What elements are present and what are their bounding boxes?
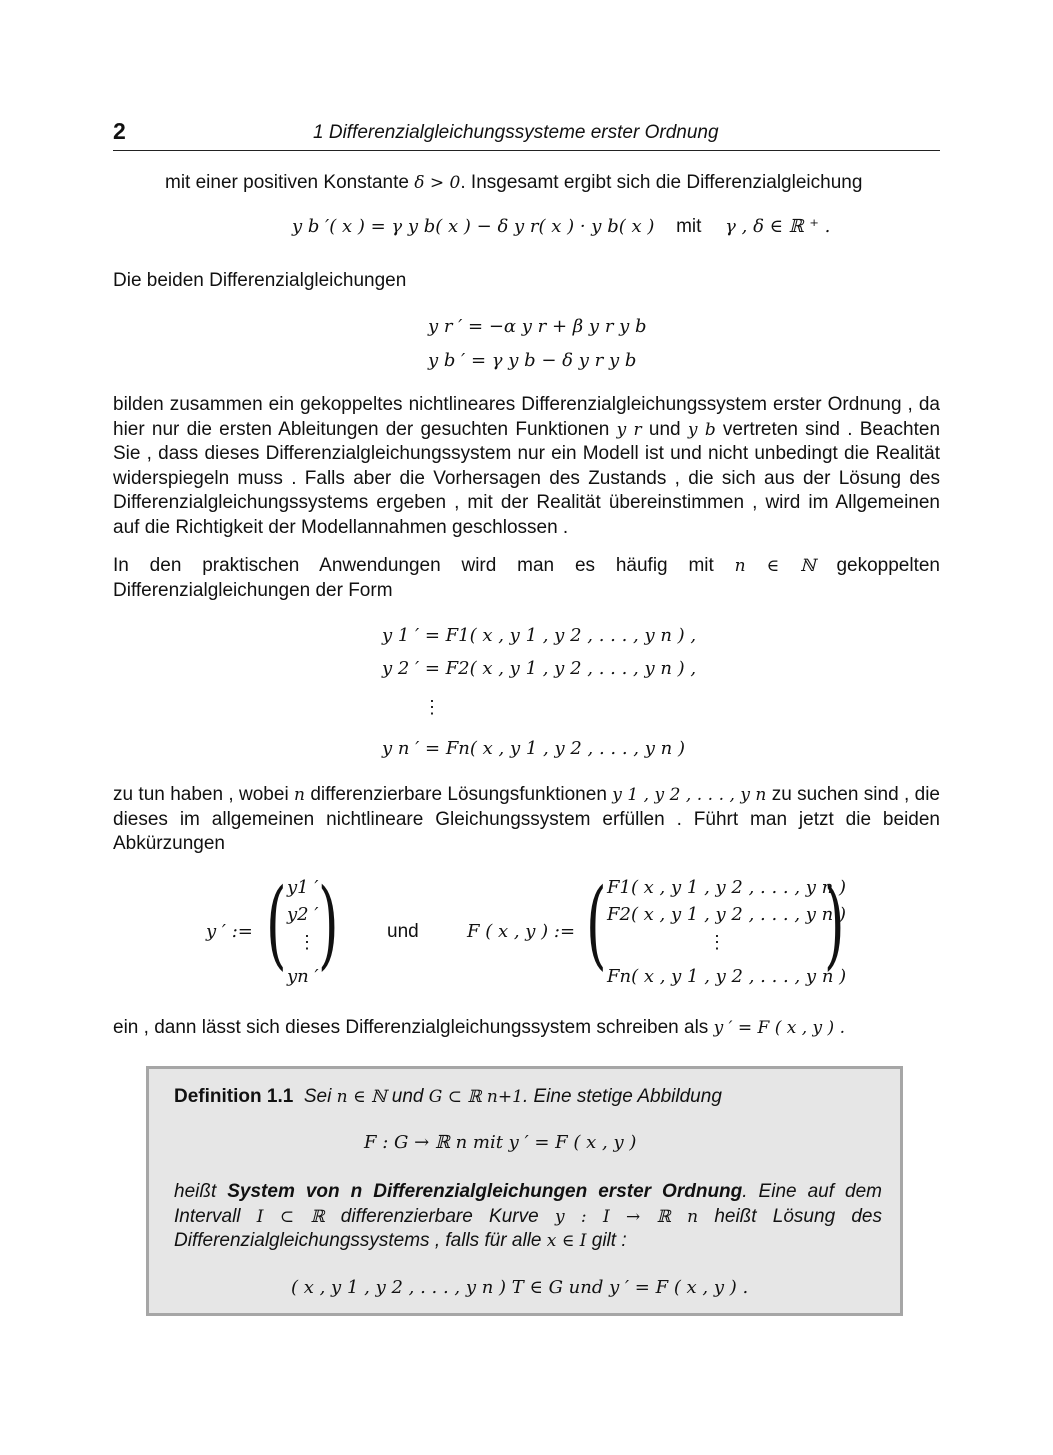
def-text-8: gilt : bbox=[586, 1230, 627, 1252]
p3-math-yr: y r bbox=[616, 419, 642, 440]
right-paren: ) bbox=[318, 868, 339, 980]
definition-display-2: ( x , y 1 , y 2 , . . . , y n ) T ∈ G und y ′ = F ( x , y ) . bbox=[291, 1277, 749, 1298]
def-math-1: n ∈ ℕ bbox=[336, 1087, 387, 1107]
p5-math-n: n bbox=[294, 785, 305, 805]
paragraph-5 bbox=[113, 783, 940, 857]
eq1-mit: mit bbox=[676, 216, 702, 237]
equation-3-vdots: ⋮ bbox=[423, 697, 441, 718]
vec-left-vdots: ⋮ bbox=[298, 932, 316, 953]
p3-text-2: und bbox=[641, 418, 688, 440]
definition-body bbox=[174, 1180, 882, 1254]
p3-text-3: vertreten sind . Beachten Sie , dass dieses Differenzialgleichungssystem nur ein Modell ist und nicht unbedingt die Realität widerspiegeln muss . Falls aber die Vorhersagen des Zustands , die sich aus der Lösung des Differenzialgleichungssystems ergeben , mit der Realität übereinstimmen , wird im Allgemeinen auf die Richtigkeit der Modellannahmen geschlossen . bbox=[113, 418, 941, 538]
vec-right-item-4: Fn( x , y 1 , y 2 , . . . , y n ) bbox=[607, 966, 847, 987]
vec-left-item-1: y1 ′ bbox=[287, 877, 319, 898]
eq4-left-lhs: y ′ := bbox=[206, 921, 253, 942]
p4-text-1: In den praktischen Anwendungen wird man es häufig mit bbox=[113, 555, 735, 576]
p1-math: δ > 0 bbox=[414, 173, 461, 193]
def-text-4: heißt bbox=[174, 1181, 228, 1202]
paragraph-4 bbox=[113, 554, 940, 603]
def-text-6: differenzierbare Kurve bbox=[324, 1205, 555, 1227]
equation-3-line-3: y n ′ = Fn( x , y 1 , y 2 , . . . , y n ) bbox=[382, 738, 685, 759]
def-math-4: y : I → ℝ n bbox=[554, 1206, 699, 1227]
equation-2-line-1: y r ′ = −α y r + β y r y b bbox=[428, 316, 647, 337]
def-text-2: und bbox=[386, 1086, 429, 1107]
paragraph-2: Die beiden Differenzialgleichungen bbox=[113, 270, 407, 291]
p1-text-after: . Insgesamt ergibt sich die Differenzialgleichung bbox=[460, 172, 863, 193]
p5-math-ys: y 1 , y 2 , . . . , y n bbox=[612, 785, 767, 805]
p4-text-2: gekoppelten Differenzialgleichungen der Form bbox=[113, 555, 940, 601]
p4-math: n ∈ ℕ bbox=[734, 556, 816, 576]
running-title: 1 Differenzialgleichungssysteme erster Ordnung bbox=[313, 122, 719, 143]
page-header bbox=[113, 118, 940, 151]
def-math-3: I ⊂ ℝ bbox=[256, 1206, 325, 1227]
def-text-5: . Eine auf dem Intervall bbox=[174, 1181, 882, 1227]
right-paren-2: ) bbox=[824, 868, 845, 980]
eq4-und: und bbox=[387, 921, 419, 942]
paragraph-6 bbox=[113, 1016, 940, 1041]
equation-3-line-2: y 2 ′ = F2( x , y 1 , y 2 , . . . , y n ) , bbox=[382, 658, 697, 679]
paragraph-3 bbox=[113, 393, 940, 541]
vec-right-item-2: F2( x , y 1 , y 2 , . . . , y n ) bbox=[607, 904, 847, 925]
p3-math-yb: y b bbox=[687, 419, 716, 440]
definition-box bbox=[146, 1066, 903, 1316]
definition-intro bbox=[174, 1085, 882, 1110]
page-number: 2 bbox=[113, 118, 126, 144]
paragraph-1 bbox=[165, 171, 940, 196]
p5-text-3: zu suchen sind , die dieses im allgemeinen nichtlineare Gleichungssystem erfüllen . Führt man jetzt die beiden Abkürzungen bbox=[113, 784, 940, 855]
vec-left-item-4: yn ′ bbox=[287, 966, 319, 987]
def-text-3: . Eine stetige Abbildung bbox=[522, 1086, 722, 1107]
def-bold-term: System von n Differenzialgleichungen erster Ordnung bbox=[227, 1181, 743, 1202]
vec-right-item-1: F1( x , y 1 , y 2 , . . . , y n ) bbox=[607, 877, 847, 898]
eq4-und-wrap bbox=[387, 921, 419, 943]
p3-text-1: bilden zusammen ein gekoppeltes nichtlineares Differenzialgleichungssystem erster Ordnung , da hier nur die ersten Ableitungen der gesuchten Funktionen bbox=[113, 394, 940, 440]
left-paren: ( bbox=[266, 868, 287, 980]
p5-text-1: zu tun haben , wobei bbox=[113, 784, 295, 805]
vec-right-vdots: ⋮ bbox=[708, 932, 726, 953]
definition-label: Definition 1.1 bbox=[174, 1086, 294, 1107]
eq1-rhs: γ , δ ∈ ℝ ⁺ . bbox=[725, 216, 831, 237]
equation-1 bbox=[292, 216, 830, 238]
equation-2-line-2: y b ′ = γ y b − δ y r y b bbox=[428, 350, 637, 371]
eq4-right-lhs: F ( x , y ) := bbox=[467, 921, 576, 942]
left-paren-2: ( bbox=[586, 868, 607, 980]
def-text-1: Sei bbox=[303, 1086, 337, 1107]
eq1-lhs: y b ′( x ) = γ y b( x ) − δ y r( x ) · y b( x ) bbox=[292, 216, 655, 237]
p1-text-before: mit einer positiven Konstante bbox=[165, 172, 415, 193]
p6-text: ein , dann lässt sich dieses Differenzialgleichungssystem schreiben als bbox=[113, 1017, 714, 1038]
def-math-5: x ∈ I bbox=[546, 1231, 587, 1252]
p5-text-2: differenzierbare Lösungsfunktionen bbox=[304, 784, 613, 805]
definition-display-1: F : G → ℝ n mit y ′ = F ( x , y ) bbox=[364, 1132, 637, 1153]
p6-math: y ′ = F ( x , y ) . bbox=[713, 1018, 845, 1038]
def-text-7: heißt Lösung des Differenzialgleichungssystems , falls für alle bbox=[174, 1205, 882, 1252]
vec-left-item-2: y2 ′ bbox=[287, 904, 319, 925]
def-math-2: G ⊂ ℝ n+1 bbox=[428, 1087, 523, 1107]
equation-3-line-1: y 1 ′ = F1( x , y 1 , y 2 , . . . , y n ) , bbox=[382, 625, 697, 646]
